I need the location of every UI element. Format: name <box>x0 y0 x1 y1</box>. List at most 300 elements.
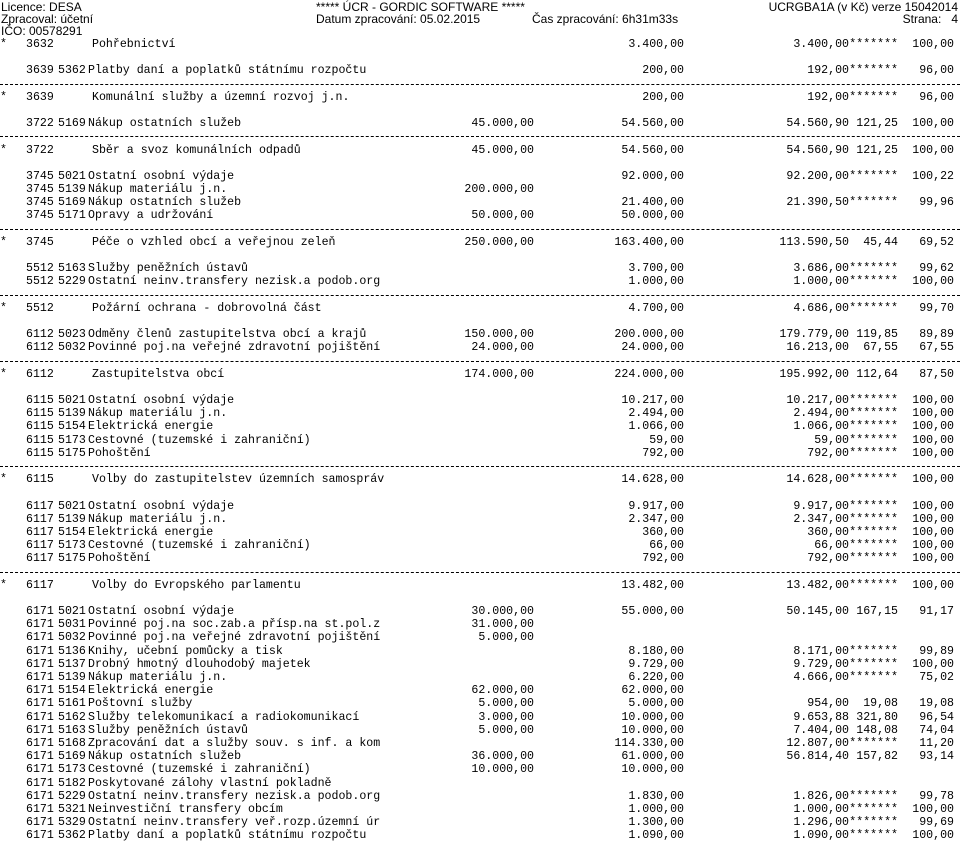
paragraf-cell: 6112 <box>26 341 54 355</box>
paragraf-cell: 3639 <box>26 64 54 78</box>
popis-cell: Ostatní neinv.transfery nezisk.a podob.org <box>88 275 381 289</box>
detail-row <box>0 658 960 671</box>
popis-cell: Poštovní služby <box>88 697 193 711</box>
detail-row <box>0 64 960 77</box>
popis-cell: Elektrická energie <box>88 525 214 539</box>
procento-upraveny-cell: 100,00 <box>912 394 954 408</box>
polozka-cell: 5169 <box>58 196 86 210</box>
blank-line <box>0 592 960 605</box>
skutecnost-cell: 50.145,00 <box>786 605 849 619</box>
skutecnost-cell: 54.560,90 <box>786 143 849 157</box>
polozka-cell: 5137 <box>58 657 86 671</box>
popis-cell: Volby do zastupitelstev územních samospráv <box>92 473 385 487</box>
popis-cell: Cestovné (tuzemské i zahraniční) <box>88 433 311 447</box>
polozka-cell: 5362 <box>58 829 86 842</box>
paragraf-cell: 6171 <box>26 736 54 750</box>
popis-cell: Volby do Evropského parlamentu <box>92 578 301 592</box>
paragraf-cell: 6117 <box>26 552 54 566</box>
upraveny-cell: 10.217,00 <box>621 394 684 408</box>
skutecnost-cell: 9.653,88 <box>793 710 849 724</box>
polozka-cell: 5139 <box>58 407 86 421</box>
skutecnost-cell: 8.171,00 <box>793 644 849 658</box>
blank-line <box>0 381 960 394</box>
upraveny-cell: 114.330,00 <box>614 736 684 750</box>
paragraf-cell: 6171 <box>26 684 54 698</box>
popis-cell: Nákup materiálu j.n. <box>88 407 228 421</box>
paragraf-cell: 6171 <box>26 671 54 684</box>
procento-upraveny-cell: 100,00 <box>912 275 954 289</box>
skutecnost-cell: 4.666,00 <box>793 671 849 684</box>
paragraf-cell: 6117 <box>26 512 54 526</box>
skutecnost-cell: 16.213,00 <box>786 341 849 355</box>
procento-upraveny-cell: 99,78 <box>919 789 954 803</box>
report-body <box>0 38 960 842</box>
procento-schvaleny-cell: ******* <box>849 552 898 566</box>
popis-cell: Platby daní a poplatků státnímu rozpočtu <box>88 64 367 78</box>
procento-upraveny-cell: 93,14 <box>919 750 954 764</box>
procento-upraveny-cell: 100,00 <box>912 525 954 539</box>
skutecnost-cell: 12.807,00 <box>786 736 849 750</box>
procento-upraveny-cell: 99,96 <box>919 196 954 210</box>
procento-schvaleny-cell: 112,64 <box>856 367 898 381</box>
procento-upraveny-cell: 100,00 <box>912 433 954 447</box>
procento-schvaleny-cell: ******* <box>849 578 898 592</box>
detail-row <box>0 684 960 697</box>
procento-schvaleny-cell: ******* <box>849 657 898 671</box>
paragraf-cell: 6171 <box>26 605 54 619</box>
procento-schvaleny-cell: ******* <box>849 446 898 460</box>
procento-upraveny-cell: 100,00 <box>912 512 954 526</box>
detail-row <box>0 605 960 618</box>
upraveny-cell: 3.700,00 <box>628 262 684 276</box>
upraveny-cell: 1.300,00 <box>628 816 684 830</box>
schvaleny-cell: 36.000,00 <box>471 750 534 764</box>
detail-row <box>0 618 960 631</box>
upraveny-cell: 10.000,00 <box>621 763 684 777</box>
procento-upraveny-cell: 100,00 <box>912 420 954 434</box>
upraveny-cell: 61.000,00 <box>621 750 684 764</box>
polozka-cell: 5023 <box>58 328 86 342</box>
procento-schvaleny-cell: 157,82 <box>856 750 898 764</box>
skutecnost-cell: 360,00 <box>807 525 849 539</box>
blank-line <box>0 486 960 499</box>
paragraf-cell: 3722 <box>26 143 54 157</box>
schvaleny-cell: 200.000,00 <box>464 183 534 197</box>
polozka-cell: 5169 <box>58 117 86 131</box>
dashed-separator <box>0 130 960 143</box>
detail-row <box>0 196 960 209</box>
popis-cell: Povinné poj.na veřejné zdravotní pojištění <box>88 341 381 355</box>
procento-upraveny-cell: 100,00 <box>912 552 954 566</box>
marker-cell: * <box>0 367 7 381</box>
procento-upraveny-cell: 19,08 <box>919 697 954 711</box>
skutecnost-cell: 14.628,00 <box>786 473 849 487</box>
popis-cell: Požární ochrana - dobrovolná část <box>92 301 322 315</box>
procento-upraveny-cell: 100,00 <box>912 473 954 487</box>
popis-cell: Pohřebnictví <box>92 38 176 51</box>
procento-schvaleny-cell: ******* <box>849 736 898 750</box>
procento-schvaleny-cell: ******* <box>849 789 898 803</box>
dashed-separator <box>0 223 960 236</box>
popis-cell: Drobný hmotný dlouhodobý majetek <box>88 657 311 671</box>
polozka-cell: 5032 <box>58 341 86 355</box>
detail-row <box>0 500 960 513</box>
marker-cell: * <box>0 38 7 51</box>
procento-schvaleny-cell: ******* <box>849 394 898 408</box>
schvaleny-cell: 50.000,00 <box>471 209 534 223</box>
upraveny-cell: 14.628,00 <box>621 473 684 487</box>
licence-text: Licence: DESA <box>1 0 82 14</box>
popis-cell: Povinné poj.na soc.zab.a přísp.na st.pol.z <box>88 618 381 632</box>
upraveny-cell: 50.000,00 <box>621 209 684 223</box>
procento-schvaleny-cell: ******* <box>849 407 898 421</box>
detail-row <box>0 803 960 816</box>
procento-schvaleny-cell: 121,25 <box>856 117 898 131</box>
polozka-cell: 5168 <box>58 736 86 750</box>
skutecnost-cell: 4.686,00 <box>793 301 849 315</box>
procento-schvaleny-cell: ******* <box>849 644 898 658</box>
polozka-cell: 5136 <box>58 644 86 658</box>
paragraf-cell: 6117 <box>26 578 54 592</box>
polozka-cell: 5163 <box>58 262 86 276</box>
schvaleny-cell: 5.000,00 <box>478 723 534 737</box>
detail-row <box>0 394 960 407</box>
detail-row <box>0 447 960 460</box>
detail-row <box>0 552 960 565</box>
upraveny-cell: 163.400,00 <box>614 235 684 249</box>
paragraf-cell: 6171 <box>26 723 54 737</box>
detail-row <box>0 526 960 539</box>
skutecnost-cell: 792,00 <box>807 552 849 566</box>
upraveny-cell: 21.400,00 <box>621 196 684 210</box>
paragraf-cell: 6112 <box>26 328 54 342</box>
blank-line <box>0 249 960 262</box>
skutecnost-cell: 9.729,00 <box>793 657 849 671</box>
polozka-cell: 5182 <box>58 776 86 790</box>
polozka-cell: 5161 <box>58 697 86 711</box>
group-total-row <box>0 368 960 381</box>
dashed-separator <box>0 289 960 302</box>
upraveny-cell: 54.560,00 <box>621 117 684 131</box>
detail-row <box>0 407 960 420</box>
skutecnost-cell: 113.590,50 <box>779 235 849 249</box>
upraveny-cell: 200,00 <box>642 64 684 78</box>
upraveny-cell: 10.000,00 <box>621 710 684 724</box>
group-total-row <box>0 302 960 315</box>
skutecnost-cell: 7.404,00 <box>793 723 849 737</box>
schvaleny-cell: 62.000,00 <box>471 684 534 698</box>
skutecnost-cell: 9.917,00 <box>793 499 849 513</box>
procento-schvaleny-cell: ******* <box>849 671 898 684</box>
procento-schvaleny-cell: 148,08 <box>856 723 898 737</box>
popis-cell: Opravy a udržování <box>88 209 214 223</box>
procento-upraveny-cell: 11,20 <box>919 736 954 750</box>
skutecnost-cell: 56.814,40 <box>786 750 849 764</box>
popis-cell: Cestovné (tuzemské i zahraniční) <box>88 539 311 553</box>
marker-cell: * <box>0 90 7 104</box>
detail-row <box>0 262 960 275</box>
procento-schvaleny-cell: ******* <box>849 433 898 447</box>
procento-schvaleny-cell: ******* <box>849 816 898 830</box>
upraveny-cell: 6.220,00 <box>628 671 684 684</box>
skutecnost-cell: 1.066,00 <box>793 420 849 434</box>
schvaleny-cell: 45.000,00 <box>471 117 534 131</box>
upraveny-cell: 1.066,00 <box>628 420 684 434</box>
procento-upraveny-cell: 91,17 <box>919 605 954 619</box>
paragraf-cell: 3639 <box>26 90 54 104</box>
skutecnost-cell: 3.686,00 <box>793 262 849 276</box>
procento-schvaleny-cell: 167,15 <box>856 605 898 619</box>
upraveny-cell: 1.090,00 <box>628 829 684 842</box>
polozka-cell: 5031 <box>58 618 86 632</box>
schvaleny-cell: 3.000,00 <box>478 710 534 724</box>
detail-row <box>0 697 960 710</box>
skutecnost-cell: 195.992,00 <box>779 367 849 381</box>
upraveny-cell: 54.560,00 <box>621 143 684 157</box>
skutecnost-cell: 54.560,90 <box>786 117 849 131</box>
procento-upraveny-cell: 100,00 <box>912 657 954 671</box>
procento-upraveny-cell: 100,00 <box>912 38 954 51</box>
paragraf-cell: 6115 <box>26 407 54 421</box>
polozka-cell: 5154 <box>58 525 86 539</box>
paragraf-cell: 6171 <box>26 776 54 790</box>
procento-schvaleny-cell: 45,44 <box>863 235 898 249</box>
polozka-cell: 5229 <box>58 275 86 289</box>
upraveny-cell: 62.000,00 <box>621 684 684 698</box>
dashed-separator <box>0 78 960 91</box>
procento-schvaleny-cell: ******* <box>849 525 898 539</box>
paragraf-cell: 6171 <box>26 710 54 724</box>
popis-cell: Cestovné (tuzemské i zahraniční) <box>88 763 311 777</box>
upraveny-cell: 224.000,00 <box>614 367 684 381</box>
detail-row <box>0 420 960 433</box>
skutecnost-cell: 1.296,00 <box>793 816 849 830</box>
paragraf-cell: 5512 <box>26 275 54 289</box>
skutecnost-cell: 1.000,00 <box>793 275 849 289</box>
zpracoval-text: Zpracoval: účetní <box>1 12 94 26</box>
upraveny-cell: 4.700,00 <box>628 301 684 315</box>
paragraf-cell: 3745 <box>26 169 54 183</box>
schvaleny-cell: 24.000,00 <box>471 341 534 355</box>
upraveny-cell: 13.482,00 <box>621 578 684 592</box>
schvaleny-cell: 150.000,00 <box>464 328 534 342</box>
procento-schvaleny-cell: 67,55 <box>863 341 898 355</box>
upraveny-cell: 59,00 <box>649 433 684 447</box>
detail-row <box>0 434 960 447</box>
skutecnost-cell: 792,00 <box>807 446 849 460</box>
blank-line <box>0 104 960 117</box>
upraveny-cell: 10.000,00 <box>621 723 684 737</box>
skutecnost-cell: 92.200,00 <box>786 169 849 183</box>
upraveny-cell: 66,00 <box>649 539 684 553</box>
procento-schvaleny-cell: ******* <box>849 802 898 816</box>
schvaleny-cell: 30.000,00 <box>471 605 534 619</box>
popis-cell: Povinné poj.na veřejné zdravotní pojištění <box>88 631 381 645</box>
polozka-cell: 5162 <box>58 710 86 724</box>
detail-row <box>0 209 960 222</box>
procento-upraveny-cell: 99,62 <box>919 262 954 276</box>
upraveny-cell: 792,00 <box>642 446 684 460</box>
marker-cell: * <box>0 143 7 157</box>
procento-upraveny-cell: 100,00 <box>912 117 954 131</box>
skutecnost-cell: 13.482,00 <box>786 578 849 592</box>
polozka-cell: 5329 <box>58 816 86 830</box>
skutecnost-cell: 192,00 <box>807 64 849 78</box>
paragraf-cell: 6115 <box>26 394 54 408</box>
skutecnost-cell: 2.494,00 <box>793 407 849 421</box>
upraveny-cell: 5.000,00 <box>628 697 684 711</box>
polozka-cell: 5032 <box>58 631 86 645</box>
blank-line <box>0 157 960 170</box>
procento-upraveny-cell: 100,00 <box>912 446 954 460</box>
popis-cell: Nákup ostatních služeb <box>88 750 242 764</box>
paragraf-cell: 6171 <box>26 763 54 777</box>
procento-upraveny-cell: 67,55 <box>919 341 954 355</box>
popis-cell: Elektrická energie <box>88 420 214 434</box>
paragraf-cell: 6171 <box>26 657 54 671</box>
procento-schvaleny-cell: ******* <box>849 829 898 842</box>
procento-schvaleny-cell: ******* <box>849 301 898 315</box>
popis-cell: Pohoštění <box>88 552 151 566</box>
upraveny-cell: 360,00 <box>642 525 684 539</box>
procento-upraveny-cell: 89,89 <box>919 328 954 342</box>
polozka-cell: 5175 <box>58 552 86 566</box>
upraveny-cell: 200.000,00 <box>614 328 684 342</box>
popis-cell: Nákup materiálu j.n. <box>88 512 228 526</box>
procento-upraveny-cell: 100,00 <box>912 578 954 592</box>
strana-text: Strana: 4 <box>902 12 958 26</box>
procento-schvaleny-cell: ******* <box>849 499 898 513</box>
skutecnost-cell: 3.400,00 <box>793 38 849 51</box>
popis-cell: Služby telekomunikací a radiokomunikací <box>88 710 360 724</box>
schvaleny-cell: 5.000,00 <box>478 631 534 645</box>
procento-schvaleny-cell: ******* <box>849 262 898 276</box>
paragraf-cell: 6115 <box>26 433 54 447</box>
popis-cell: Pohoštění <box>88 446 151 460</box>
polozka-cell: 5021 <box>58 605 86 619</box>
skutecnost-cell: 66,00 <box>814 539 849 553</box>
paragraf-cell: 6171 <box>26 829 54 842</box>
upraveny-cell: 92.000,00 <box>621 169 684 183</box>
polozka-cell: 5229 <box>58 789 86 803</box>
popis-cell: Nákup materiálu j.n. <box>88 183 228 197</box>
procento-upraveny-cell: 100,00 <box>912 499 954 513</box>
cas-text: Čas zpracování: 6h31m33s <box>532 12 679 26</box>
polozka-cell: 5173 <box>58 539 86 553</box>
procento-schvaleny-cell: ******* <box>849 196 898 210</box>
procento-upraveny-cell: 75,02 <box>919 671 954 684</box>
paragraf-cell: 3745 <box>26 209 54 223</box>
paragraf-cell: 3745 <box>26 196 54 210</box>
paragraf-cell: 6115 <box>26 420 54 434</box>
detail-row <box>0 724 960 737</box>
detail-row <box>0 631 960 644</box>
paragraf-cell: 6171 <box>26 644 54 658</box>
detail-row <box>0 328 960 341</box>
ico-text: IČO: 00578291 <box>1 24 83 38</box>
detail-row <box>0 275 960 288</box>
paragraf-cell: 6171 <box>26 789 54 803</box>
procento-upraveny-cell: 99,89 <box>919 644 954 658</box>
header-line-3 <box>0 24 960 39</box>
polozka-cell: 5021 <box>58 394 86 408</box>
blank-line <box>0 315 960 328</box>
procento-upraveny-cell: 96,00 <box>919 64 954 78</box>
procento-upraveny-cell: 100,00 <box>912 829 954 842</box>
upraveny-cell: 1.830,00 <box>628 789 684 803</box>
detail-row <box>0 750 960 763</box>
procento-schvaleny-cell: 321,80 <box>856 710 898 724</box>
detail-row <box>0 816 960 829</box>
dashed-separator <box>0 355 960 368</box>
detail-row <box>0 737 960 750</box>
upraveny-cell: 24.000,00 <box>621 341 684 355</box>
procento-schvaleny-cell: ******* <box>849 512 898 526</box>
popis-cell: Platby daní a poplatků státnímu rozpočtu <box>88 829 367 842</box>
skutecnost-cell: 192,00 <box>807 90 849 104</box>
procento-upraveny-cell: 100,22 <box>912 169 954 183</box>
skutecnost-cell: 1.000,00 <box>793 802 849 816</box>
detail-row <box>0 170 960 183</box>
polozka-cell: 5154 <box>58 420 86 434</box>
procento-schvaleny-cell: 119,85 <box>856 328 898 342</box>
popis-cell: Knihy, učební pomůcky a tisk <box>88 644 283 658</box>
schvaleny-cell: 45.000,00 <box>471 143 534 157</box>
procento-upraveny-cell: 87,50 <box>919 367 954 381</box>
detail-row <box>0 671 960 684</box>
polozka-cell: 5171 <box>58 209 86 223</box>
detail-row <box>0 341 960 354</box>
paragraf-cell: 6171 <box>26 816 54 830</box>
upraveny-cell: 55.000,00 <box>621 605 684 619</box>
paragraf-cell: 6171 <box>26 802 54 816</box>
skutecnost-cell: 59,00 <box>814 433 849 447</box>
paragraf-cell: 6117 <box>26 525 54 539</box>
marker-cell: * <box>0 473 7 487</box>
upraveny-cell: 8.180,00 <box>628 644 684 658</box>
upraveny-cell: 2.347,00 <box>628 512 684 526</box>
detail-row <box>0 777 960 790</box>
detail-row <box>0 829 960 842</box>
group-total-row <box>0 579 960 592</box>
paragraf-cell: 6115 <box>26 446 54 460</box>
procento-schvaleny-cell: ******* <box>849 420 898 434</box>
popis-cell: Odměny členů zastupitelstva obcí a krajů <box>88 328 367 342</box>
procento-schvaleny-cell: ******* <box>849 169 898 183</box>
detail-row <box>0 117 960 130</box>
software-text: ***** ÚCR - GORDIC SOFTWARE ***** <box>316 0 525 14</box>
schvaleny-cell: 5.000,00 <box>478 697 534 711</box>
polozka-cell: 5169 <box>58 750 86 764</box>
skutecnost-cell: 21.390,50 <box>786 196 849 210</box>
detail-row <box>0 763 960 776</box>
schvaleny-cell: 31.000,00 <box>471 618 534 632</box>
popis-cell: Zpracování dat a služby souv. s inf. a kom <box>88 736 381 750</box>
blank-line <box>0 51 960 64</box>
program-version-text: UCRGBA1A (v Kč) verze 15042014 <box>768 0 958 14</box>
polozka-cell: 5173 <box>58 433 86 447</box>
paragraf-cell: 3632 <box>26 38 54 51</box>
popis-cell: Ostatní osobní výdaje <box>88 394 235 408</box>
popis-cell: Neinvestiční transfery obcím <box>88 802 283 816</box>
paragraf-cell: 6112 <box>26 367 54 381</box>
detail-row <box>0 645 960 658</box>
paragraf-cell: 6171 <box>26 618 54 632</box>
paragraf-cell: 3745 <box>26 235 54 249</box>
procento-upraveny-cell: 100,00 <box>912 802 954 816</box>
popis-cell: Nákup ostatních služeb <box>88 117 242 131</box>
popis-cell: Zastupitelstva obcí <box>92 367 225 381</box>
